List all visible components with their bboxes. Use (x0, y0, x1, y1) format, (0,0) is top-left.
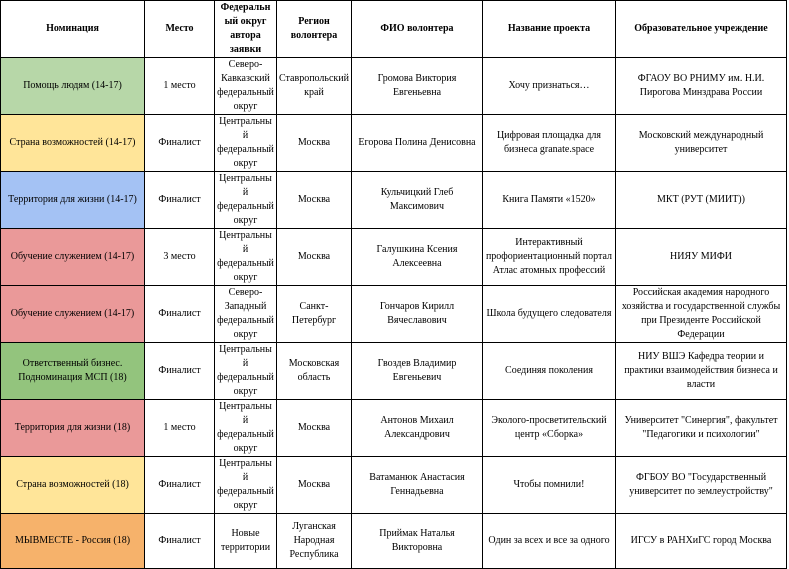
cell-nomination: Обучение служением (14-17) (1, 286, 145, 343)
header-nomination: Номинация (1, 1, 145, 58)
cell-region: Москва (277, 229, 352, 286)
header-row (1, 1, 787, 58)
cell-project: Цифровая площадка для бизнеса granate.space (483, 115, 616, 172)
cell-project: Чтобы помнили! (483, 457, 616, 514)
table-row (1, 286, 787, 343)
cell-nomination: Страна возможностей (14-17) (1, 115, 145, 172)
cell-region: Москва (277, 400, 352, 457)
cell-fio: Гончаров Кирилл Вячеславович (352, 286, 483, 343)
cell-place: Финалист (145, 115, 215, 172)
table-row (1, 115, 787, 172)
cell-nomination: МЫВМЕСТЕ - Россия (18) (1, 514, 145, 569)
cell-place: 1 место (145, 58, 215, 115)
cell-institution: НИЯУ МИФИ (616, 229, 787, 286)
header-place: Место (145, 1, 215, 58)
cell-project: Эколого-просветительский центр «Сборка» (483, 400, 616, 457)
cell-fio: Кульчицкий Глеб Максимович (352, 172, 483, 229)
cell-place: Финалист (145, 286, 215, 343)
cell-institution: МКТ (РУТ (МИИТ)) (616, 172, 787, 229)
header-fio: ФИО волонтера (352, 1, 483, 58)
cell-district: Северо-Кавказский федеральный округ (215, 58, 277, 115)
cell-place: Финалист (145, 343, 215, 400)
cell-district: Центральный федеральный округ (215, 343, 277, 400)
cell-nomination: Страна возможностей (18) (1, 457, 145, 514)
cell-fio: Егорова Полина Денисовна (352, 115, 483, 172)
cell-nomination: Территория для жизни (18) (1, 400, 145, 457)
cell-nomination: Ответственный бизнес. Подноминация МСП (18) (1, 343, 145, 400)
cell-district: Центральный федеральный округ (215, 115, 277, 172)
table-row (1, 58, 787, 115)
cell-region: Москва (277, 115, 352, 172)
cell-fio: Гвоздев Владимир Евгеньевич (352, 343, 483, 400)
cell-region: Москва (277, 457, 352, 514)
cell-institution: НИУ ВШЭ Кафедра теории и практики взаимодействия бизнеса и власти (616, 343, 787, 400)
header-district: Федеральный округ автора заявки (215, 1, 277, 58)
header-project: Название проекта (483, 1, 616, 58)
cell-fio: Ватаманюк Анастасия Геннадьевна (352, 457, 483, 514)
table-row (1, 229, 787, 286)
cell-institution: ФГБОУ ВО "Государственный университет по землеустройству" (616, 457, 787, 514)
cell-district: Центральный федеральный округ (215, 172, 277, 229)
cell-region: Москва (277, 172, 352, 229)
cell-fio: Громова Виктория Евгеньевна (352, 58, 483, 115)
table-row (1, 343, 787, 400)
table-row (1, 172, 787, 229)
header-institution: Образовательное учреждение (616, 1, 787, 58)
cell-project: Соединяя поколения (483, 343, 616, 400)
cell-fio: Антонов Михаил Александрович (352, 400, 483, 457)
cell-institution: Московский международный университет (616, 115, 787, 172)
cell-project: Хочу признаться… (483, 58, 616, 115)
cell-district: Центральный федеральный округ (215, 229, 277, 286)
cell-project: Книга Памяти «1520» (483, 172, 616, 229)
cell-nomination: Помощь людям (14-17) (1, 58, 145, 115)
cell-fio: Приймак Наталья Викторовна (352, 514, 483, 569)
cell-region: Санкт-Петербург (277, 286, 352, 343)
cell-nomination: Обучение служением (14-17) (1, 229, 145, 286)
header-region: Регион волонтера (277, 1, 352, 58)
table-row (1, 457, 787, 514)
cell-place: 3 место (145, 229, 215, 286)
cell-place: Финалист (145, 172, 215, 229)
cell-district: Центральный федеральный округ (215, 400, 277, 457)
cell-district: Центральный федеральный округ (215, 457, 277, 514)
cell-project: Школа будущего следователя (483, 286, 616, 343)
cell-region: Ставропольский край (277, 58, 352, 115)
cell-institution: Университет "Синергия", факультет "Педагогики и психологии" (616, 400, 787, 457)
table-row (1, 514, 787, 569)
cell-project: Один за всех и все за одного (483, 514, 616, 569)
cell-institution: Российская академия народного хозяйства и государственной службы при Президенте Российской Федерации (616, 286, 787, 343)
cell-place: 1 место (145, 400, 215, 457)
table-row (1, 400, 787, 457)
cell-institution: ФГАОУ ВО РНИМУ им. Н.И. Пирогова Минздрава России (616, 58, 787, 115)
cell-district: Северо-Западный федеральный округ (215, 286, 277, 343)
cell-region: Московская область (277, 343, 352, 400)
cell-institution: ИГСУ в РАНХиГС город Москва (616, 514, 787, 569)
cell-project: Интерактивный профориентационный портал Атлас атомных профессий (483, 229, 616, 286)
cell-nomination: Территория для жизни (14-17) (1, 172, 145, 229)
cell-place: Финалист (145, 457, 215, 514)
cell-region: Луганская Народная Республика (277, 514, 352, 569)
cell-fio: Галушкина Ксения Алексеевна (352, 229, 483, 286)
cell-district: Новые территории (215, 514, 277, 569)
cell-place: Финалист (145, 514, 215, 569)
